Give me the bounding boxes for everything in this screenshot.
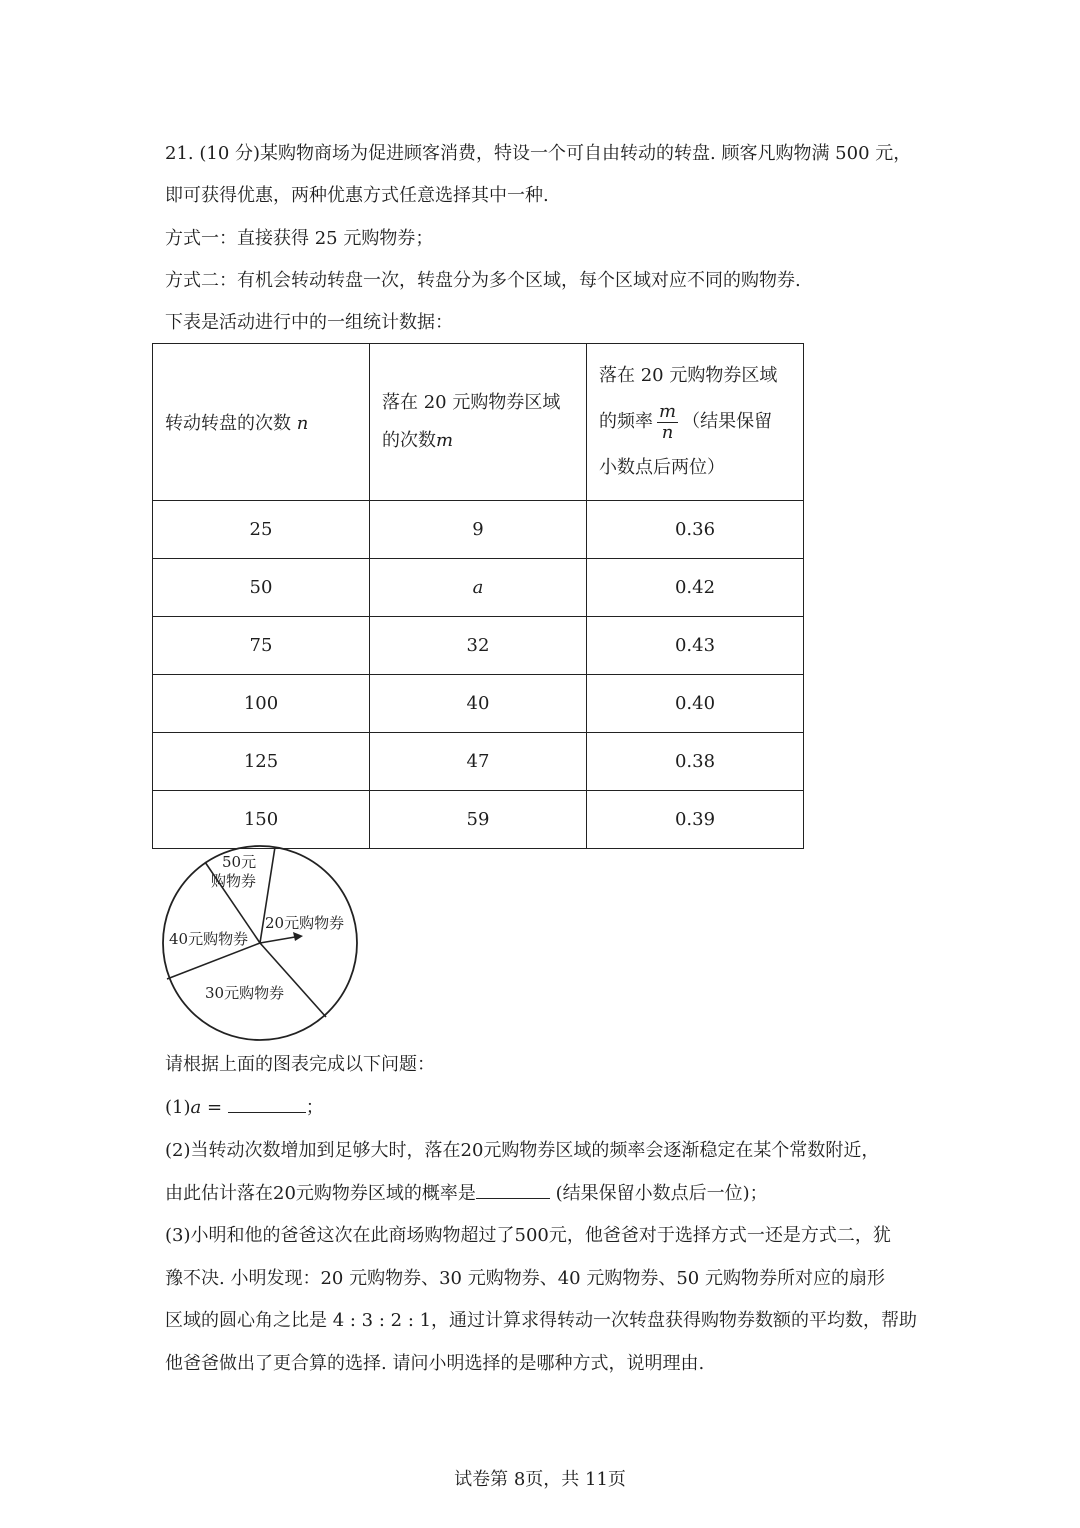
cell-n: 100 (153, 675, 370, 733)
cell-m: a (370, 559, 587, 617)
table-intro: 下表是活动进行中的一组统计数据： (165, 312, 453, 333)
q2-text: 由此估计落在20元购物券区域的概率是 (165, 1183, 476, 1204)
question-3-line-4: 他爸爸做出了更合算的选择. 请问小明选择的是哪种方式，说明理由. (165, 1353, 705, 1374)
question-line-1: 21. (10 分)某购物商场为促进顾客消费，特设一个可自由转动的转盘. 顾客凡购物满 500 元， (165, 143, 912, 164)
header-landing-count-line2: 的次数 (382, 430, 436, 451)
question-3-line-1: (3)小明和他的爸爸这次在此商场购物超过了500元，他爸爸对于选择方式一还是方式二，犹 (165, 1225, 891, 1246)
q1-end: ； (305, 1097, 324, 1118)
label-30: 30元购物券 (205, 984, 285, 1002)
header-frequency-line2: 的频率 (599, 411, 653, 432)
q1-var-a: a (190, 1097, 202, 1118)
q2-answer-blank[interactable] (476, 1198, 550, 1199)
cell-freq: 0.39 (587, 791, 804, 849)
table-row (153, 791, 804, 849)
cell-m: 32 (370, 617, 587, 675)
label-20: 20元购物券 (265, 914, 345, 932)
q1-number: (1) (165, 1097, 191, 1118)
header-frequency-note: （结果保留 (682, 411, 773, 432)
questions-prompt: 请根据上面的图表完成以下问题： (165, 1054, 435, 1075)
cell-freq: 0.38 (587, 733, 804, 791)
table-row (153, 559, 804, 617)
q1-answer-blank[interactable] (228, 1112, 306, 1113)
fraction-m-over-n (657, 402, 678, 443)
cell-m: 47 (370, 733, 587, 791)
label-50-line1: 50元 (222, 853, 257, 871)
header-landing-count-line1: 落在 20 元购物券区域 (382, 392, 561, 413)
pointer-line (260, 937, 295, 943)
header-spin-count-text: 转动转盘的次数 (165, 413, 297, 434)
page-footer: 试卷第 8页，共 11页 (454, 1469, 626, 1490)
label-50-line2: 购物券 (211, 872, 257, 890)
cell-m: 9 (370, 501, 587, 559)
table-row (153, 501, 804, 559)
cell-freq: 0.40 (587, 675, 804, 733)
cell-n: 125 (153, 733, 370, 791)
question-1 (165, 1096, 324, 1120)
table-row (153, 617, 804, 675)
spinner-diagram (155, 845, 365, 1045)
pointer-arrow-icon (293, 932, 303, 941)
cell-m: 59 (370, 791, 587, 849)
cell-freq: 0.36 (587, 501, 804, 559)
table-row (153, 733, 804, 791)
question-2-line-1: (2)当转动次数增加到足够大时，落在20元购物券区域的频率会逐渐稳定在某个常数附近， (165, 1140, 880, 1161)
method-two: 方式二：有机会转动转盘一次，转盘分为多个区域，每个区域对应不同的购物券. (165, 270, 801, 291)
cell-n: 25 (153, 501, 370, 559)
table-header-row (153, 344, 804, 501)
divider-20-30 (260, 943, 326, 1017)
fraction-numerator: m (659, 400, 677, 422)
header-spin-count (153, 344, 370, 501)
q1-equals: = (201, 1097, 228, 1118)
cell-n: 150 (153, 791, 370, 849)
question-line-2: 即可获得优惠，两种优惠方式任意选择其中一种. (165, 185, 549, 206)
cell-freq: 0.42 (587, 559, 804, 617)
cell-freq: 0.43 (587, 617, 804, 675)
header-frequency-line3: 小数点后两位） (599, 457, 725, 478)
question-2-line-2 (165, 1182, 768, 1206)
table-row (153, 675, 804, 733)
question-3-line-2: 豫不决. 小明发现：20 元购物券、30 元购物券、40 元购物券、50 元购物券所对应的扇形 (165, 1268, 885, 1289)
label-40: 40元购物券 (169, 930, 249, 948)
q2-note: (结果保留小数点后一位)； (549, 1183, 768, 1204)
cell-m: 40 (370, 675, 587, 733)
header-frequency (587, 344, 804, 501)
header-landing-count (370, 344, 587, 501)
divider-30-40 (167, 943, 260, 979)
method-one: 方式一：直接获得 25 元购物券； (165, 228, 434, 249)
fraction-denominator: n (661, 421, 674, 443)
header-frequency-line1: 落在 20 元购物券区域 (599, 365, 778, 386)
statistics-table (152, 343, 804, 849)
var-n: n (296, 413, 309, 434)
var-m: m (436, 430, 454, 451)
cell-n: 75 (153, 617, 370, 675)
cell-n: 50 (153, 559, 370, 617)
question-3-line-3: 区域的圆心角之比是 4 : 3 : 2 : 1，通过计算求得转动一次转盘获得购物券数额的平均数，帮助 (165, 1310, 918, 1331)
